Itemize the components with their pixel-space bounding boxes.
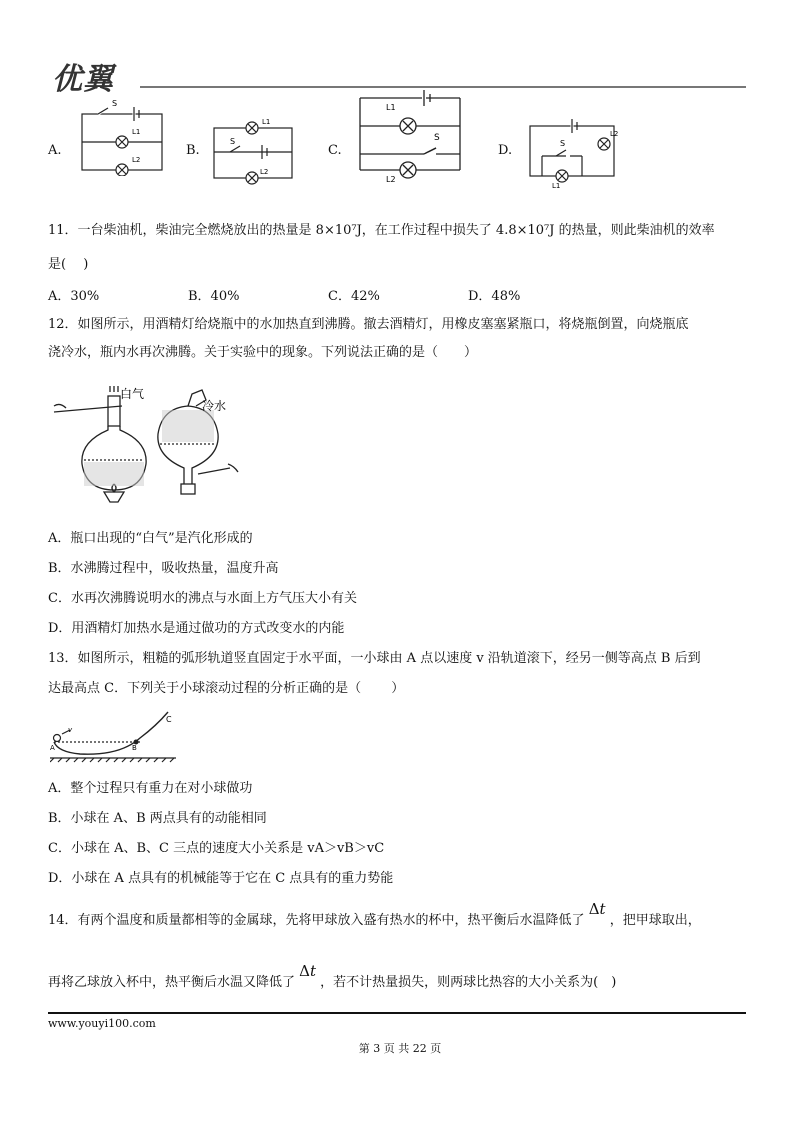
flask-experiment-figure	[52, 384, 242, 504]
q11-option-b: B．40%	[188, 289, 240, 304]
steam-label: 白气	[120, 387, 145, 401]
track-figure	[50, 708, 180, 764]
q14-line2-part2: ，若不计热量损失，则两球比热容的大小关系为( )	[320, 975, 617, 990]
circuit-a-l1-label: L1	[132, 128, 141, 136]
circuit-d-l2-label: L2	[610, 130, 619, 138]
footer-rule	[48, 1012, 746, 1014]
logo: 优翼	[52, 62, 114, 97]
q14-line2-part1: 再将乙球放入杯中，热平衡后水温又降低了	[48, 975, 296, 990]
circuit-diagram-b	[208, 116, 298, 186]
q10-option-c-label: C.	[328, 143, 342, 158]
circuit-c-l2-label: L2	[386, 175, 396, 184]
q10-option-a-label: A.	[48, 143, 62, 158]
page-number: 第 3 页 共 22 页	[358, 1042, 442, 1055]
circuit-b-switch-label: S	[230, 137, 236, 146]
circuit-b-l1-label: L1	[262, 118, 271, 126]
circuit-diagram-c	[352, 88, 468, 184]
velocity-label: v	[68, 726, 73, 734]
q13-stem-line2: 达最高点 C．下列关于小球滚动过程的分析正确的是（ ）	[48, 681, 405, 696]
q11-option-d: D．48%	[468, 289, 521, 304]
q13-option-b: B．小球在 A、B 两点具有的动能相同	[48, 811, 267, 826]
circuit-d-switch-label: S	[560, 139, 566, 148]
q11-option-a: A．30%	[48, 289, 100, 304]
q12-option-b: B．水沸腾过程中，吸收热量，温度升高	[48, 561, 279, 576]
q11-stem-line2: 是( )	[48, 257, 89, 272]
q12-stem-line1: 12．如图所示，用酒精灯给烧瓶中的水加热直到沸腾。撤去酒精灯，用橡皮塞塞紧瓶口，将烧瓶倒置，向烧瓶底	[48, 317, 689, 332]
point-b-label: B	[132, 744, 137, 752]
q14-stem-line1	[48, 900, 701, 930]
circuit-diagram-d	[522, 116, 622, 190]
q13-stem-line1: 13．如图所示，粗糙的弧形轨道竖直固定于水平面，一小球由 A 点以速度 v 沿轨道滚下，经另一侧等高点 B 后到	[48, 651, 701, 666]
q13-option-d: D．小球在 A 点具有的机械能等于它在 C 点具有的重力势能	[48, 871, 394, 886]
point-a-label: A	[50, 744, 55, 752]
circuit-c-l1-label: L1	[386, 103, 396, 112]
q12-option-d: D．用酒精灯加热水是通过做功的方式改变水的内能	[48, 621, 345, 636]
delta-t-symbol-1: Δt	[588, 900, 606, 918]
q12-option-a: A．瓶口出现的“白气”是汽化形成的	[48, 531, 253, 546]
q11-option-c: C．42%	[328, 289, 380, 304]
circuit-b-l2-label: L2	[260, 168, 269, 176]
q13-option-a: A．整个过程只有重力在对小球做功	[48, 781, 253, 796]
q11-stem-line1: 11．一台柴油机，柴油完全燃烧放出的热量是 8×10⁷J，在工作过程中损失了 4.8×10⁷J 的热量，则此柴油机的效率	[48, 223, 715, 238]
q12-stem-line2: 浇冷水，瓶内水再次沸腾。关于实验中的现象。下列说法正确的是（ ）	[48, 345, 478, 360]
cold-water-label: 冷水	[202, 399, 227, 413]
q10-option-d-label: D.	[498, 143, 513, 158]
point-c-label: C	[166, 715, 172, 724]
circuit-c-switch-label: S	[434, 133, 440, 143]
circuit-a-l2-label: L2	[132, 156, 141, 164]
footer-url[interactable]: www.youyi100.com	[48, 1017, 156, 1030]
q14-line1-part2: ，把甲球取出，	[609, 913, 701, 928]
q14-line1-part1: 14．有两个温度和质量都相等的金属球，先将甲球放入盛有热水的杯中，热平衡后水温降低了	[48, 913, 585, 928]
circuit-diagram-a	[78, 98, 168, 176]
q12-option-c: C．水再次沸腾说明水的沸点与水面上方气压大小有关	[48, 591, 357, 606]
q10-option-b-label: B.	[186, 143, 200, 158]
delta-t-symbol-2: Δt	[299, 962, 317, 980]
q14-stem-line2	[48, 962, 617, 992]
q13-option-c: C．小球在 A、B、C 三点的速度大小关系是 vA＞vB＞vC	[48, 841, 385, 856]
circuit-a-switch-label: S	[112, 99, 118, 108]
circuit-d-l1-label: L1	[552, 182, 561, 190]
